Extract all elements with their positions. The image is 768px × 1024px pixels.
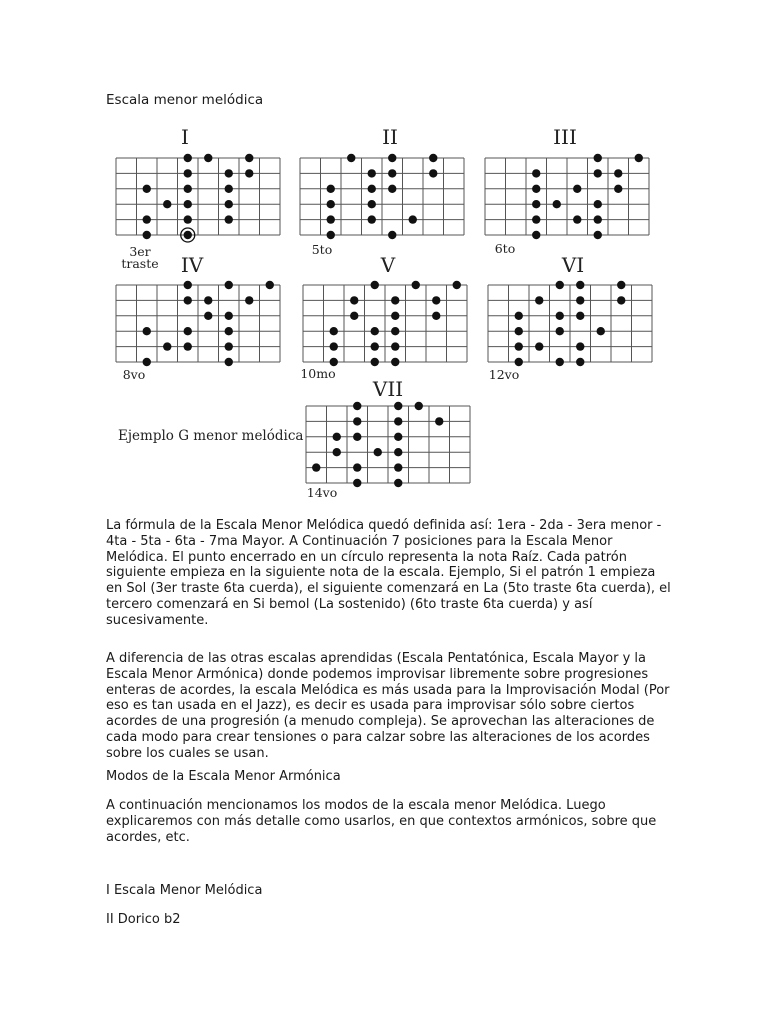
- note-dot: [184, 342, 192, 350]
- note-dot: [225, 169, 233, 177]
- note-dot: [388, 169, 396, 177]
- fretboard-diagram-2: [300, 125, 464, 257]
- paragraph-modes-intro: A continuación mencionamos los modos de la escala menor Melódica. Luego explicaremos con más detalle como usarlos, en que contextos armónicos, sobre que acordes, etc.: [106, 798, 657, 845]
- diagram-numeral: V: [380, 253, 396, 277]
- fretboard-diagram-3: [485, 125, 649, 256]
- note-dot: [330, 358, 338, 366]
- note-dot: [353, 463, 361, 471]
- fret-grid: [306, 406, 470, 483]
- fret-grid: [488, 285, 652, 362]
- note-dot: [515, 327, 523, 335]
- note-dot: [163, 200, 171, 208]
- note-dot: [432, 312, 440, 320]
- note-dot: [532, 185, 540, 193]
- note-dot: [225, 358, 233, 366]
- fretboard-diagram-4: [116, 253, 280, 382]
- note-dot: [453, 281, 461, 289]
- note-dot: [371, 342, 379, 350]
- note-dot: [184, 200, 192, 208]
- fret-position-label: 3er traste: [121, 244, 159, 271]
- note-dot: [353, 433, 361, 441]
- note-dot: [245, 154, 253, 162]
- note-dot: [614, 185, 622, 193]
- fret-position-label: 14vo: [306, 485, 338, 500]
- note-dot: [225, 312, 233, 320]
- note-dot: [556, 281, 564, 289]
- note-dot: [576, 281, 584, 289]
- note-dot: [394, 448, 402, 456]
- note-dot: [374, 448, 382, 456]
- mode-item-1: I Escala Menor Melódica: [106, 883, 263, 898]
- note-dot: [532, 231, 540, 239]
- note-dot: [225, 342, 233, 350]
- fret-grid: [485, 158, 649, 235]
- note-dot: [429, 169, 437, 177]
- note-dot: [371, 281, 379, 289]
- note-dot: [515, 312, 523, 320]
- fret-position-label: 8vo: [122, 367, 146, 382]
- note-dot: [143, 358, 151, 366]
- note-dot: [184, 296, 192, 304]
- note-dot: [594, 169, 602, 177]
- note-dot: [594, 231, 602, 239]
- note-dot: [409, 215, 417, 223]
- note-dot: [597, 327, 605, 335]
- diagram-numeral: I: [181, 125, 189, 149]
- note-dot: [353, 402, 361, 410]
- fretboard-diagram-1: [116, 125, 280, 271]
- note-dot: [330, 327, 338, 335]
- note-dot: [225, 200, 233, 208]
- scale-diagrams-figure: [0, 0, 768, 510]
- note-dot: [353, 417, 361, 425]
- note-dot: [535, 296, 543, 304]
- note-dot: [429, 154, 437, 162]
- note-dot: [594, 215, 602, 223]
- note-dot: [388, 231, 396, 239]
- paragraph-formula: La fórmula de la Escala Menor Melódica quedó definida así: 1era - 2da - 3era menor - 4ta - 5ta - 6ta - 7ma Mayor. A Continuación 7 posiciones para la Escala Menor Melódica. El punto encerrado en un círculo representa la nota Raíz. Cada patrón siguiente empieza en la siguiente nota de la escala. Ejemplo, Si el patrón 1 empieza en Sol (3er traste 6ta cuerda), el siguiente comenzará en La (5to traste 6ta cuerda), el tercero comenzará en Si bemol (La sostenido) (6to traste 6ta cuerda) y así sucesivamente.: [106, 518, 671, 628]
- note-dot: [368, 185, 376, 193]
- note-dot: [394, 402, 402, 410]
- diagram-numeral: IV: [180, 253, 204, 277]
- note-dot: [391, 358, 399, 366]
- note-dot: [184, 169, 192, 177]
- fret-position-label: 12vo: [488, 367, 520, 382]
- note-dot: [327, 215, 335, 223]
- note-dot: [204, 312, 212, 320]
- note-dot: [333, 448, 341, 456]
- note-dot: [184, 327, 192, 335]
- note-dot: [245, 296, 253, 304]
- fretboard-diagram-6: [488, 253, 652, 382]
- note-dot: [576, 296, 584, 304]
- note-dot: [371, 358, 379, 366]
- note-dot: [391, 312, 399, 320]
- note-dot: [347, 154, 355, 162]
- note-dot: [556, 358, 564, 366]
- note-dot: [394, 479, 402, 487]
- note-dot: [391, 327, 399, 335]
- note-dot: [204, 296, 212, 304]
- diagram-numeral: III: [553, 125, 577, 149]
- modes-heading: Modos de la Escala Menor Armónica: [106, 769, 341, 784]
- note-dot: [163, 342, 171, 350]
- note-dot: [576, 312, 584, 320]
- fret-grid: [116, 285, 280, 362]
- note-dot: [225, 215, 233, 223]
- note-dot: [333, 433, 341, 441]
- note-dot: [143, 185, 151, 193]
- note-dot: [353, 479, 361, 487]
- note-dot: [327, 231, 335, 239]
- note-dot: [535, 342, 543, 350]
- page-title: Escala menor melódica: [106, 92, 264, 108]
- note-dot: [573, 215, 581, 223]
- fret-position-label: 5to: [311, 242, 333, 257]
- note-dot: [432, 296, 440, 304]
- note-dot: [330, 342, 338, 350]
- note-dot: [394, 433, 402, 441]
- fret-grid: [116, 158, 280, 235]
- note-dot: [225, 185, 233, 193]
- note-dot: [573, 185, 581, 193]
- note-dot: [515, 358, 523, 366]
- note-dot: [594, 154, 602, 162]
- note-dot: [368, 200, 376, 208]
- note-dot: [388, 185, 396, 193]
- fret-grid: [303, 285, 467, 362]
- note-dot: [391, 342, 399, 350]
- diagram-numeral: VII: [372, 377, 404, 401]
- example-caption: Ejemplo G menor melódica: [118, 428, 304, 444]
- note-dot: [368, 169, 376, 177]
- note-dot: [143, 327, 151, 335]
- note-dot: [371, 327, 379, 335]
- note-dot: [184, 185, 192, 193]
- note-dot: [394, 417, 402, 425]
- note-dot: [553, 200, 561, 208]
- fret-grid: [300, 158, 464, 235]
- note-dot: [204, 154, 212, 162]
- note-dot: [532, 215, 540, 223]
- note-dot: [184, 154, 192, 162]
- note-dot: [412, 281, 420, 289]
- fretboard-diagram-5: [300, 253, 467, 381]
- diagram-numeral: VI: [561, 253, 585, 277]
- fret-position-label: 6to: [494, 241, 516, 256]
- note-dot: [225, 281, 233, 289]
- note-dot: [394, 463, 402, 471]
- note-dot: [635, 154, 643, 162]
- note-dot: [532, 169, 540, 177]
- fretboard-diagram-7: [306, 377, 470, 500]
- note-dot: [312, 463, 320, 471]
- note-dot: [556, 312, 564, 320]
- fret-position-label: 10mo: [300, 366, 336, 381]
- note-dot: [594, 200, 602, 208]
- note-dot: [614, 169, 622, 177]
- note-dot: [576, 358, 584, 366]
- diagram-numeral: II: [382, 125, 398, 149]
- note-dot: [245, 169, 253, 177]
- note-dot: [556, 327, 564, 335]
- note-dot: [388, 154, 396, 162]
- note-dot: [435, 417, 443, 425]
- note-dot: [350, 296, 358, 304]
- note-dot: [184, 281, 192, 289]
- note-dot: [515, 342, 523, 350]
- note-dot: [368, 215, 376, 223]
- note-dot: [225, 327, 233, 335]
- note-dot: [266, 281, 274, 289]
- note-dot: [350, 312, 358, 320]
- note-dot: [391, 296, 399, 304]
- note-dot: [327, 185, 335, 193]
- note-dot: [617, 296, 625, 304]
- note-dot: [576, 342, 584, 350]
- mode-item-2: II Dorico b2: [106, 912, 181, 927]
- note-dot: [184, 231, 192, 239]
- note-dot: [143, 231, 151, 239]
- note-dot: [184, 215, 192, 223]
- note-dot: [617, 281, 625, 289]
- note-dot: [532, 200, 540, 208]
- note-dot: [415, 402, 423, 410]
- note-dot: [143, 215, 151, 223]
- paragraph-difference: A diferencia de las otras escalas aprendidas (Escala Pentatónica, Escala Mayor y la Escala Menor Armónica) donde podemos improvisar libremente sobre progresiones enteras de acordes, la escala Melódica es más usada para la Improvisación Modal (Por eso es tan usada en el Jazz), es decir es usada para improvisar sólo sobre ciertos acordes de una progresión (a menudo compleja). Se aprovechan las alteraciones de cada modo para crear tensiones o para calzar sobre las alteraciones de los acordes sobre los cuales se usan.: [106, 651, 670, 761]
- note-dot: [327, 200, 335, 208]
